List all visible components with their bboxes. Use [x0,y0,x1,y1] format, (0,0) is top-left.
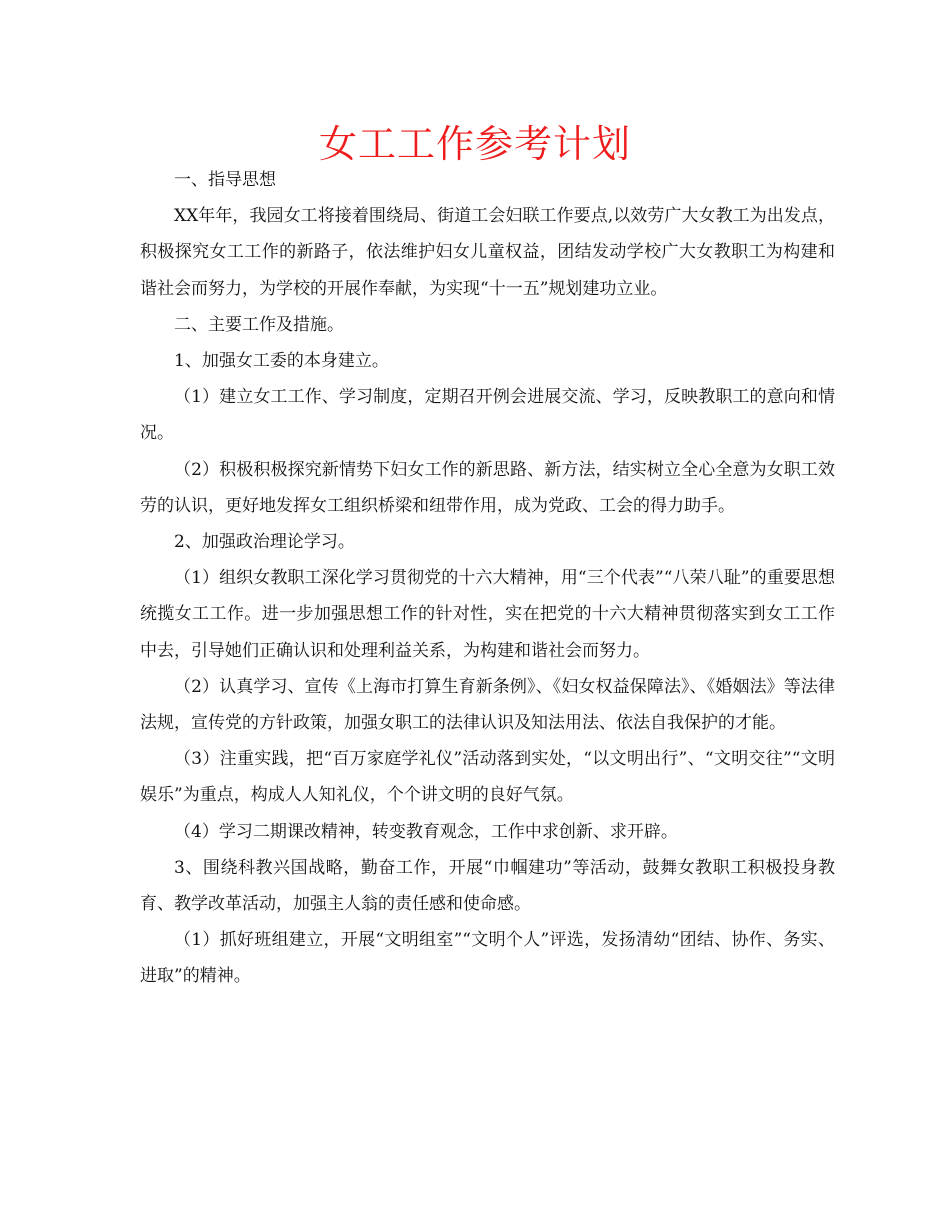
sub-item-2-2: （2）认真学习、宣传《上海市打算生育新条例》、《妇女权益保障法》、《婚姻法》等法律法规，宣传党的方针政策，加强女职工的法律认识及知法用法、依法自我保护的才能。 [140,676,835,734]
section-heading-guiding-thought: 一、指导思想 [174,170,276,190]
section-heading-main-work: 二、主要工作及措施。 [174,314,344,335]
item-heading-1: 1、加强女工委的本身建立。 [174,351,389,372]
item-heading-3: 3、围绕科教兴国战略，勤奋工作，开展“巾帼建功”等活动，鼓舞女教职工积极投身教育、教学改革活动，加强主人翁的责任感和使命感。 [140,857,835,915]
sub-item-1-2: （2）积极积极探究新情势下妇女工作的新思路、新方法，结实树立全心全意为女职工效劳的认识，更好地发挥女工组织桥梁和纽带作用，成为党政、工会的得力助手。 [140,459,835,516]
sub-item-2-3: （3）注重实践，把“百万家庭学礼仪”活动落到实处，“以文明出行”、“文明交往”“文明娱乐”为重点，构成人人知礼仪，个个讲文明的良好气氛。 [140,749,835,806]
document-body [140,162,835,995]
document-title: 女工工作参考计划 [318,122,631,166]
sub-item-2-1: （1）组织女教职工深化学习贯彻党的十六大精神，用“三个代表”“八荣八耻”的重要思想统揽女工工作。进一步加强思想工作的针对性，实在把党的十六大精神贯彻落实到女工工作中去，引导她们正确认识和处理利益关系，为构建和谐社会而努力。 [140,568,835,661]
sub-item-2-4: （4）学习二期课改精神，转变教育观念，工作中求创新、求开辟。 [174,821,678,842]
paragraph-intro: XX年年，我园女工将接着围绕局、街道工会妇联工作要点,以效劳广大女教工为出发点，积极探究女工工作的新路子，依法维护妇女儿童权益，团结发动学校广大女教职工为构建和谐社会而努力，为学校的开展作奉献，为实现“十一五”规划建功立业。 [140,206,835,299]
sub-item-1-1: （1）建立女工工作、学习制度，定期召开例会进展交流、学习，反映教职工的意向和情况。 [140,387,835,444]
item-heading-2: 2、加强政治理论学习。 [174,532,355,553]
sub-item-3-1: （1）抓好班组建立，开展“文明组室”“文明个人”评选，发扬清幼“团结、协作、务实、进取”的精神。 [140,930,835,987]
